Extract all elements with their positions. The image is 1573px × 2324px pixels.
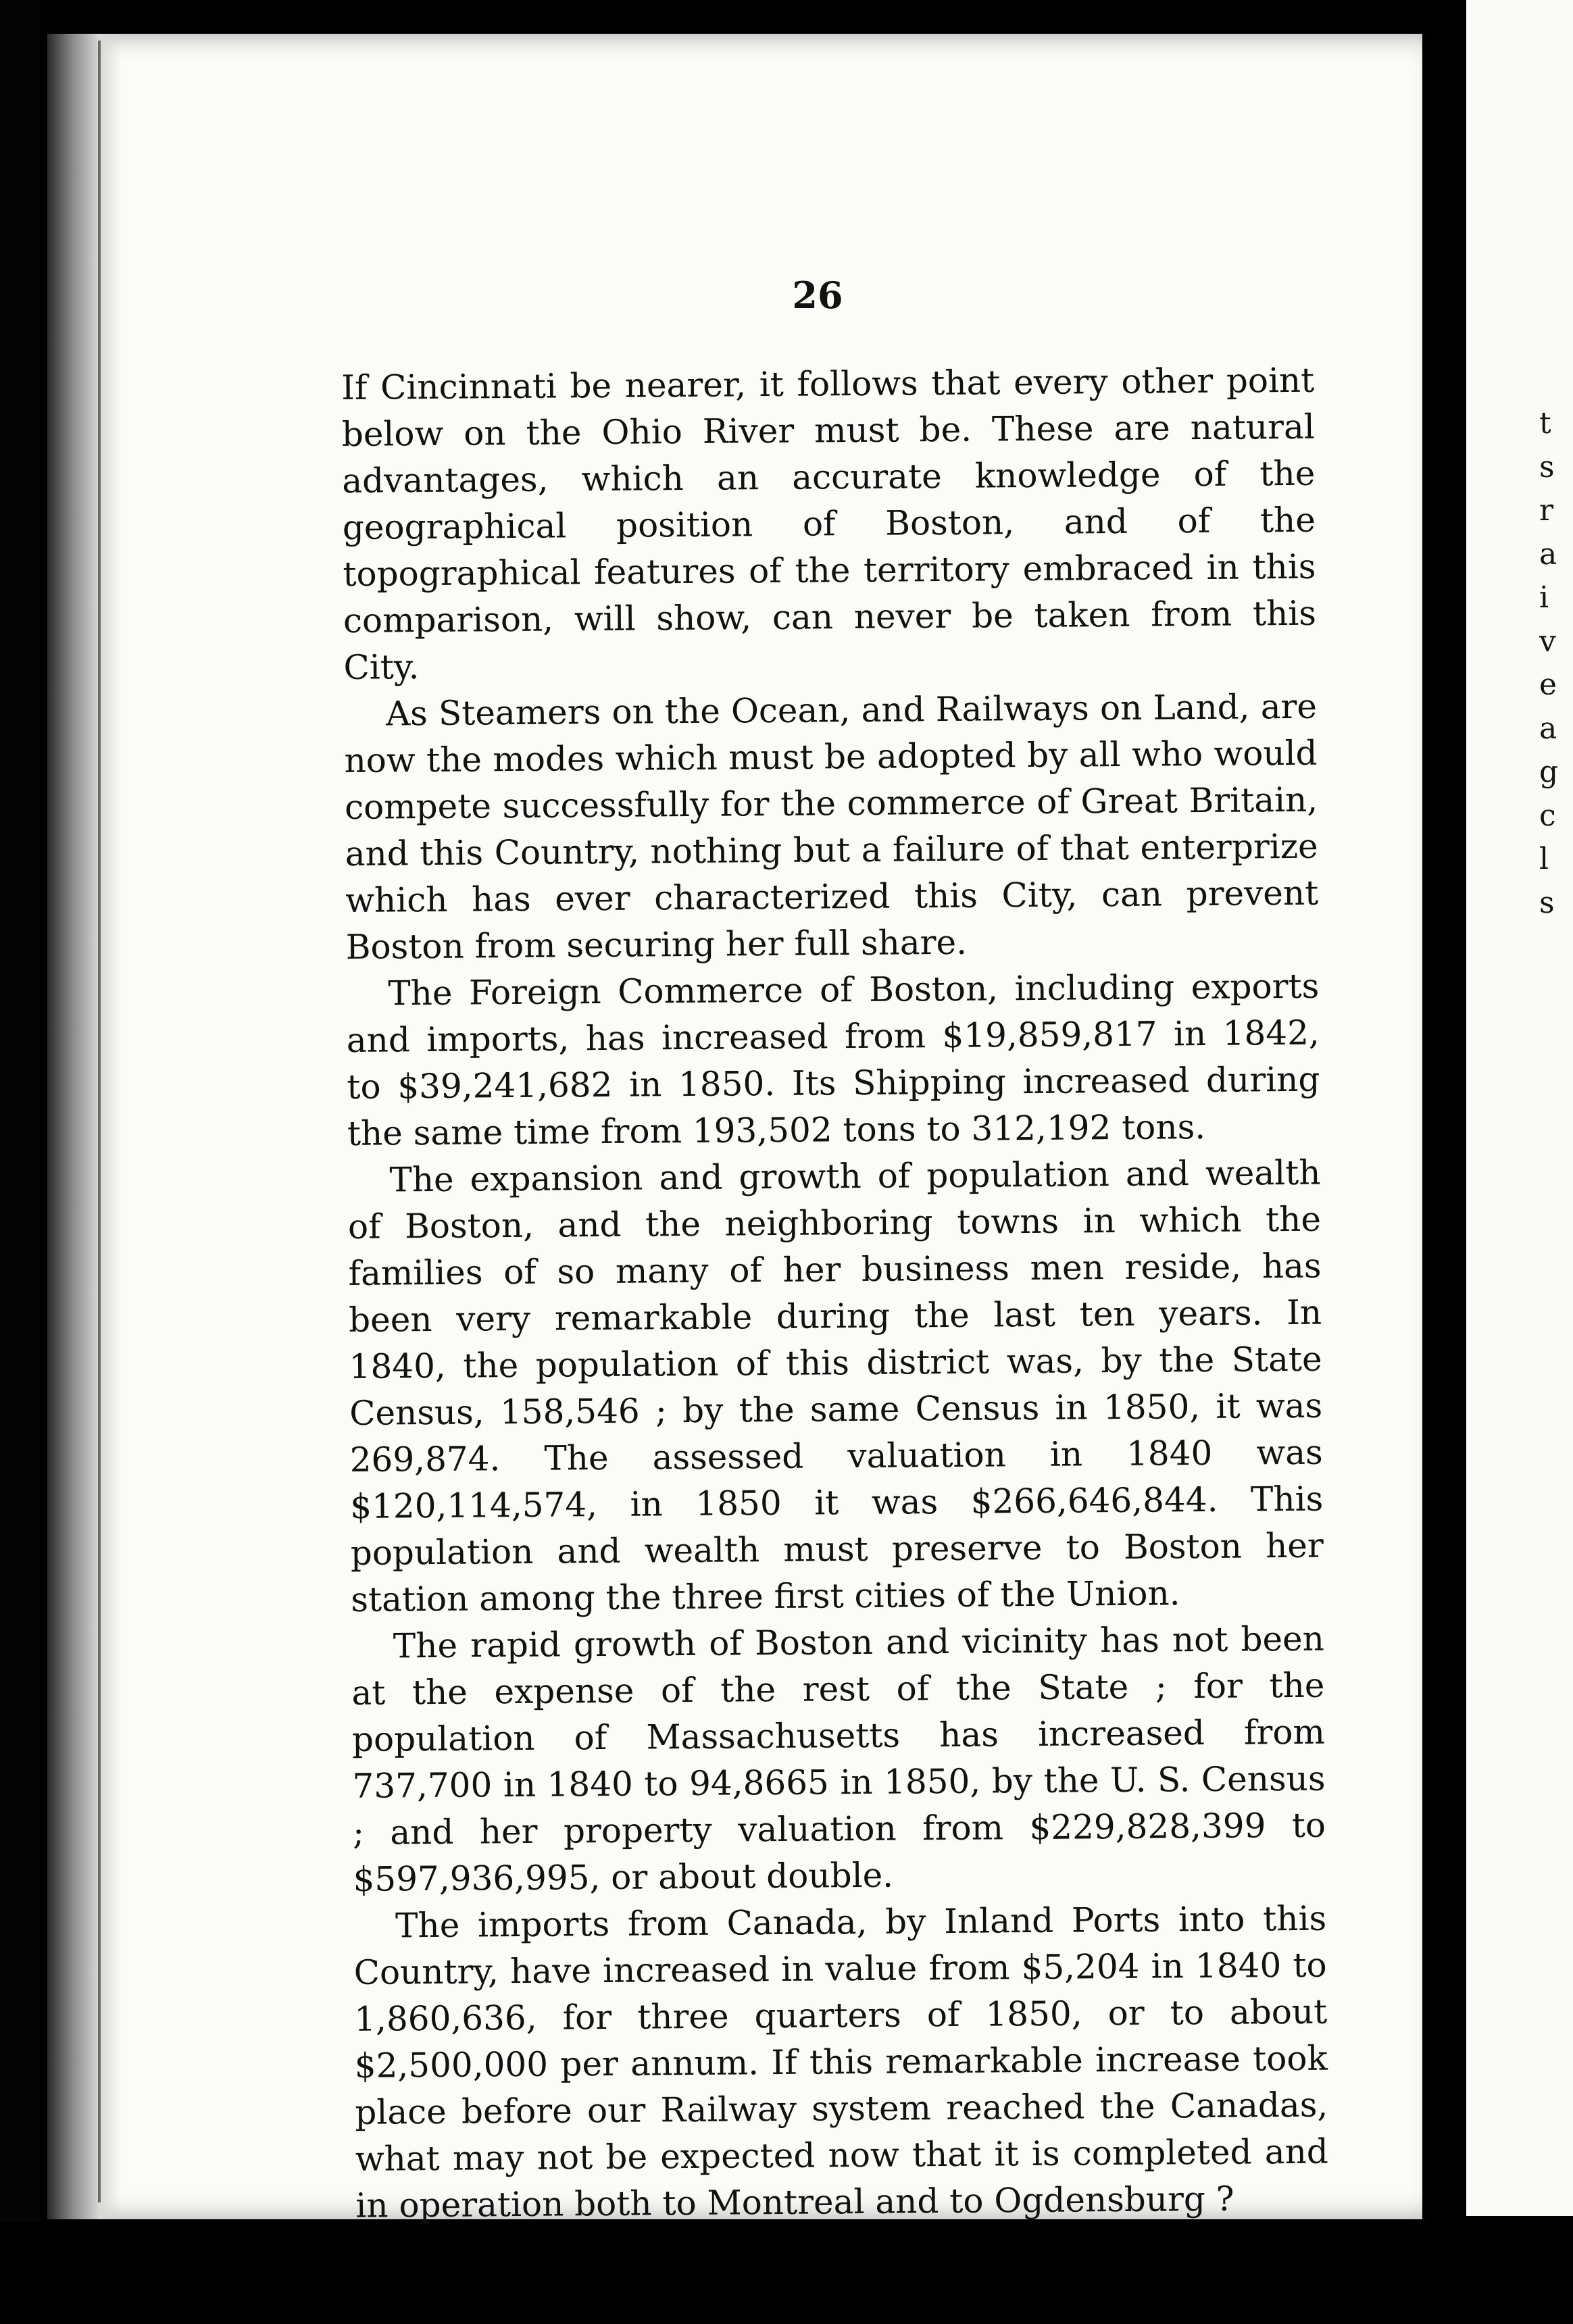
adjacent-letter: s	[1539, 885, 1555, 920]
paragraph: As Steamers on the Ocean, and Railways on Land, are now the modes which must be adopted by all who would compete successfully for the commerce of Great Britain, and this Country, nothing but a failure of that enterprize which has ever characterized this City, can prevent Boston from securing her full share.	[344, 686, 1319, 967]
adjacent-letter: e	[1539, 667, 1557, 702]
gutter-line	[98, 41, 101, 2202]
adjacent-letter: c	[1539, 798, 1556, 833]
adjacent-page	[1466, 0, 1573, 2216]
paragraph: The imports from Canada, by Inland Ports into this Country, have increased in value from $5,204 in 1840 to 1,860,636, for three quarters of 1850, or to about $2,500,000 per annum. If this remarkable increase took place before our Railway system reached the Canadas, what may not be expected now that it is completed and in operation both to Montreal and to Ogdensburg ?	[353, 1898, 1329, 2225]
adjacent-letter: g	[1539, 755, 1559, 789]
adjacent-letter: a	[1539, 536, 1557, 572]
paragraph: The rapid growth of Boston and vicinity has not been at the expense of the rest of the State ; for the population of Massachusetts has increased from 737,700 in 1840 to 94,8665 in 1850, by the U. S. Census ; and her property valuation from $229,828,399 to $597,936,995, or about double.	[351, 1619, 1326, 1899]
paragraph: If Cincinnati be nearer, it follows that every other point below on the Ohio River must be. These are natural advantages, which an accurate knowledge of the geographical position of Boston, and of the topographical features of the territory embraced in this comparison, will show, can never be taken from this City.	[341, 360, 1317, 687]
page-gutter	[47, 34, 122, 2219]
adjacent-letter: s	[1539, 449, 1555, 484]
adjacent-letter: t	[1539, 406, 1551, 440]
paragraph: The Foreign Commerce of Boston, including exports and imports, has increased from $19,859,817 in 1842, to $39,241,682 in 1850. Its Shipping increased during the same time from 193,502 tons to 312,192 tons.	[346, 966, 1320, 1153]
adjacent-letter: v	[1539, 624, 1556, 659]
scan-border-left	[0, 0, 41, 2324]
scan-border-bottom	[0, 2223, 1573, 2324]
adjacent-page-letters	[1539, 402, 1558, 925]
adjacent-letter: r	[1539, 493, 1554, 528]
paragraph: The expansion and growth of population and wealth of Boston, and the neighboring towns in which the families of so many of her business men reside, has been very remarkable during the last ten years. In 1840, the population of this district was, by the State Census, 158,546 ; by the same Census in 1850, it was 269,874. The assessed valuation in 1840 was $120,114,574, in 1850 it was $266,646,844. This population and wealth must preserve to Boston her station among the three first cities of the Union.	[347, 1153, 1324, 1619]
adjacent-letter: l	[1539, 842, 1549, 876]
adjacent-letter: a	[1539, 711, 1557, 746]
adjacent-letter: i	[1539, 580, 1549, 615]
body-text	[341, 357, 1329, 2229]
page-number: 26	[792, 274, 843, 317]
